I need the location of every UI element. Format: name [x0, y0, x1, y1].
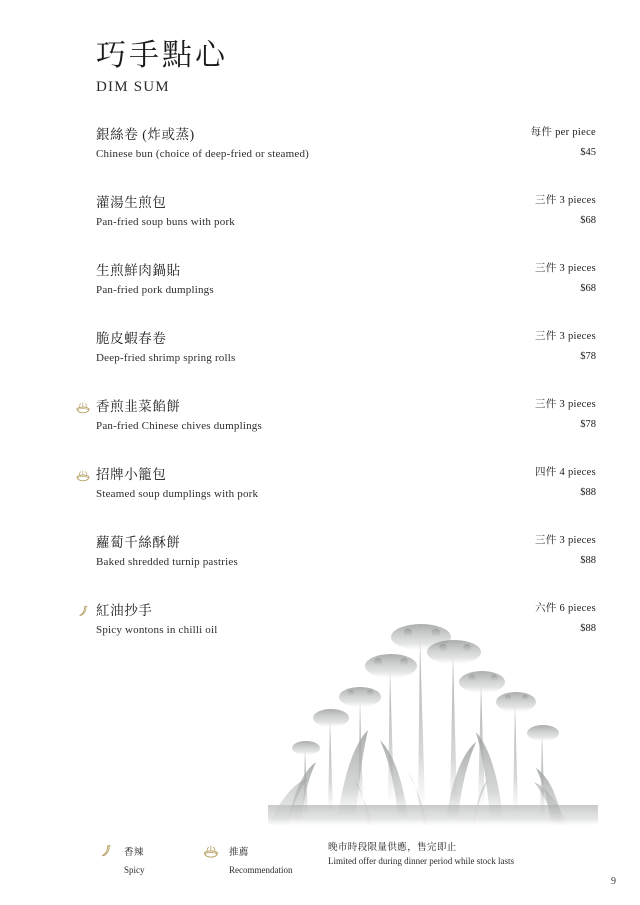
menu-item-text	[96, 466, 258, 502]
menu-item-name-zh: 招牌小籠包	[96, 467, 167, 482]
menu-item-unit: 每件 per piece	[530, 127, 596, 138]
footer-note-zh: 晚市時段限量供應，售完即止	[328, 843, 457, 853]
menu-item-text	[96, 126, 309, 162]
menu-item-name-en: Chinese bun (choice of deep-fried or steamed)	[96, 148, 310, 161]
menu-item-text	[96, 398, 262, 434]
menu-item-text	[96, 330, 236, 366]
menu-item-price: $68	[580, 214, 596, 226]
menu-item	[96, 126, 596, 170]
menu-item-price: $88	[580, 622, 596, 634]
legend-spicy-zh: 香辣	[124, 848, 144, 858]
menu-item-price: $68	[580, 282, 596, 294]
menu-item-unit: 四件 4 pieces	[534, 467, 596, 478]
footer-note-en: Limited offer during dinner period while stock lasts	[328, 856, 515, 867]
page-title-zh: 巧手點心	[96, 39, 228, 72]
legend-recommendation-en: Recommendation	[229, 865, 293, 875]
menu-item-name-zh: 脆皮蝦春卷	[96, 331, 167, 346]
menu-item-unit: 六件 6 pieces	[534, 603, 596, 614]
menu-item	[96, 534, 596, 578]
page-title-en: DIM SUM	[96, 79, 170, 95]
menu-item-unit: 三件 3 pieces	[534, 331, 596, 342]
menu-item-unit: 三件 3 pieces	[534, 195, 596, 206]
steamer-basket-icon	[201, 842, 221, 860]
menu-item-name-en: Steamed soup dumplings with pork	[96, 488, 259, 501]
legend-spicy-text	[124, 842, 145, 878]
menu-item-name-zh: 生煎鮮肉鍋貼	[96, 263, 181, 278]
menu-item-price: $88	[580, 486, 596, 498]
menu-item-price: $78	[580, 418, 596, 430]
menu-item-pricing	[535, 602, 596, 635]
legend-spicy-en: Spicy	[124, 865, 145, 875]
footer-note	[328, 842, 514, 868]
menu-item-name-zh: 蘿蔔千絲酥餅	[96, 535, 181, 550]
menu-item-name-en: Deep-fried shrimp spring rolls	[96, 352, 236, 365]
steamer-basket-icon	[74, 467, 92, 483]
menu-item-price: $78	[580, 350, 596, 362]
menu-item-text	[96, 534, 238, 570]
menu-item	[96, 466, 596, 510]
page-number: 9	[611, 876, 616, 887]
menu-item-name-en: Pan-fried soup buns with pork	[96, 216, 236, 229]
menu-item-name-en: Baked shredded turnip pastries	[96, 556, 238, 569]
page-footer	[96, 840, 596, 880]
legend-recommendation-zh: 推薦	[229, 848, 249, 858]
chilli-icon	[96, 842, 116, 860]
menu-item-name-en: Pan-fried pork dumplings	[96, 284, 214, 297]
menu-item-name-en: Spicy wontons in chilli oil	[96, 624, 218, 637]
menu-item-price: $88	[580, 554, 596, 566]
menu-item-name-zh: 銀絲卷 (炸或蒸)	[96, 127, 195, 142]
menu-item-pricing	[535, 534, 596, 567]
menu-item-name-zh: 紅油抄手	[96, 603, 153, 618]
legend-recommendation-text	[229, 842, 292, 878]
menu-item-text	[96, 602, 218, 638]
menu-item	[96, 398, 596, 442]
menu-item-price: $45	[580, 146, 596, 158]
page-header	[96, 36, 228, 96]
legend-recommendation	[201, 842, 292, 878]
menu-item-name-en: Pan-fried Chinese chives dumplings	[96, 420, 262, 433]
menu-item	[96, 602, 596, 646]
menu-item-pricing	[535, 398, 596, 431]
menu-item	[96, 194, 596, 238]
legend-spicy	[96, 842, 145, 878]
menu-item-name-zh: 灌湯生煎包	[96, 195, 167, 210]
menu-item	[96, 262, 596, 306]
menu-item-unit: 三件 3 pieces	[534, 535, 596, 546]
menu-item-pricing	[535, 262, 596, 295]
menu-item	[96, 330, 596, 374]
chilli-icon	[74, 603, 92, 619]
menu-item-pricing	[535, 466, 596, 499]
menu-item-unit: 三件 3 pieces	[534, 399, 596, 410]
menu-item-text	[96, 194, 235, 230]
menu-item-pricing	[531, 126, 596, 159]
steamer-basket-icon	[74, 399, 92, 415]
menu-item-pricing	[535, 330, 596, 363]
menu-item-text	[96, 262, 214, 298]
menu-item-name-zh: 香煎韭菜餡餅	[96, 399, 181, 414]
menu-list	[96, 126, 596, 670]
menu-item-pricing	[535, 194, 596, 227]
menu-item-unit: 三件 3 pieces	[534, 263, 596, 274]
